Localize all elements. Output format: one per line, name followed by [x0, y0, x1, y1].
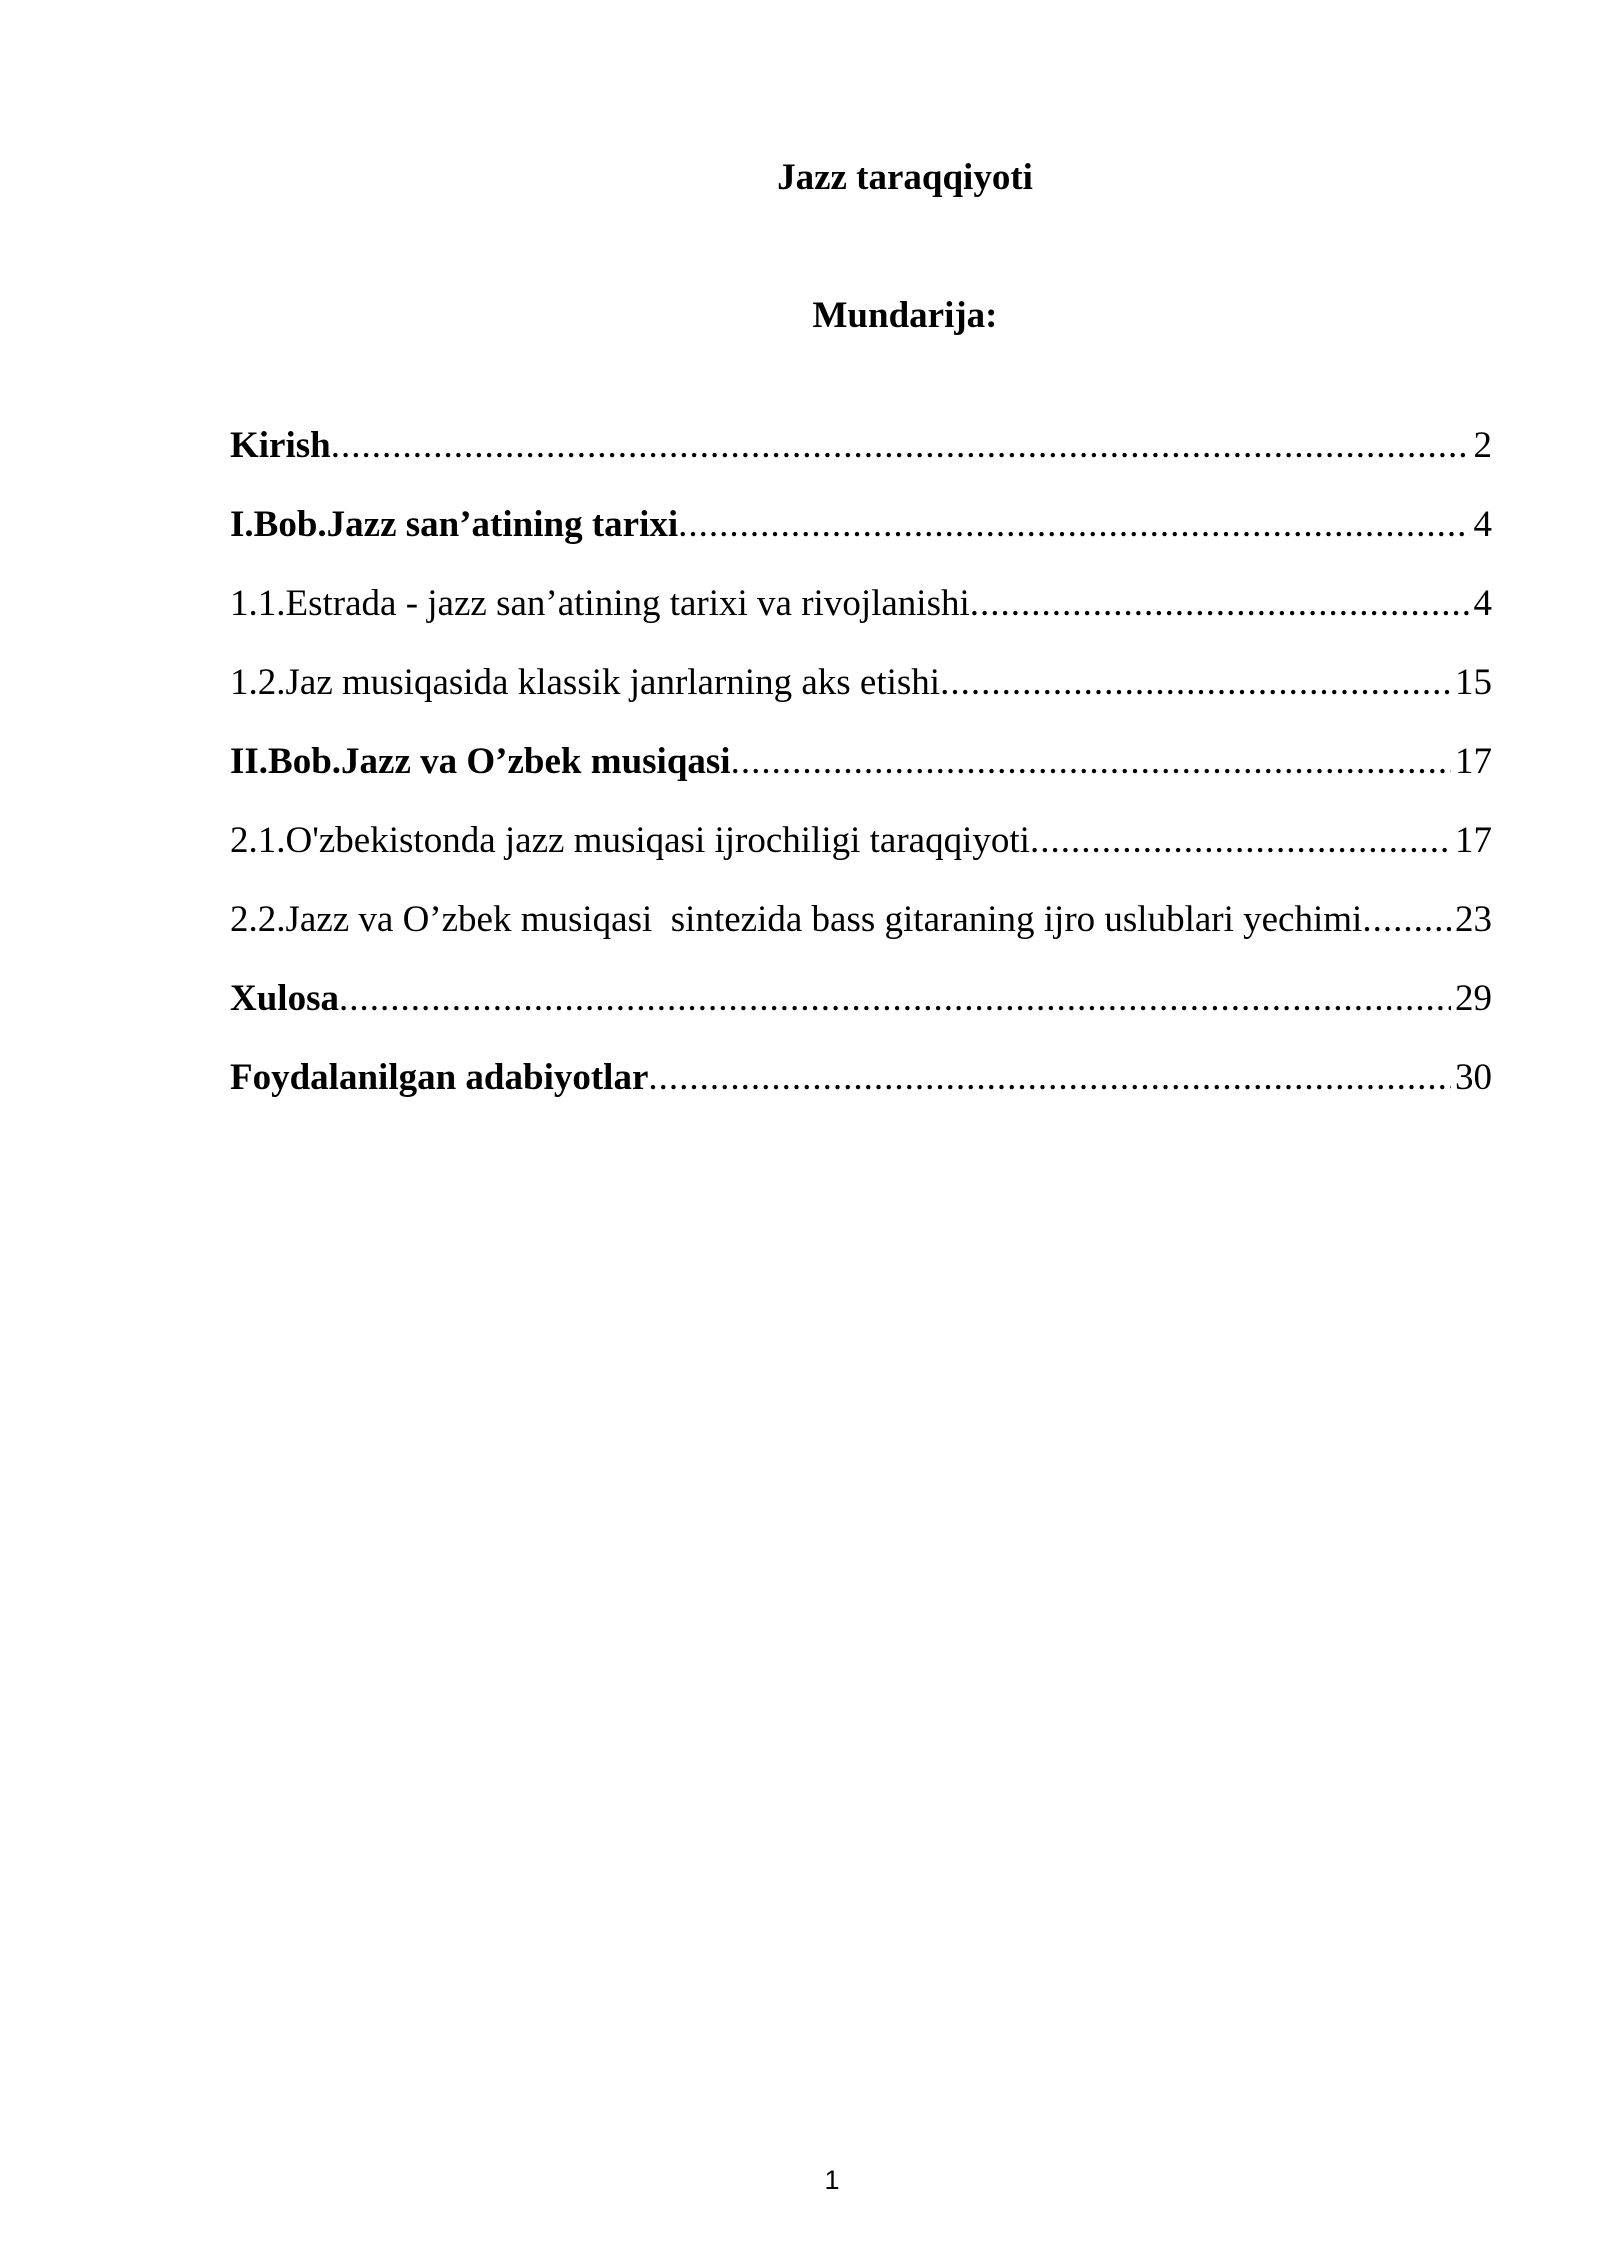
toc-entry-label: Xulosa [230, 978, 339, 1019]
toc-dot-leader [1030, 813, 1451, 869]
toc-entry-section-1-1[interactable] [230, 576, 1492, 655]
toc-entry-section-2-2[interactable] [230, 892, 1492, 971]
toc-entry-page: 17 [1455, 820, 1492, 861]
toc-entry-page: 4 [1473, 583, 1492, 624]
toc-entry-label: 2.1.O'zbekistonda jazz musiqasi ijrochiligi taraqqiyoti [230, 820, 1030, 861]
toc-entry-chapter-1[interactable] [230, 497, 1492, 576]
toc-dot-leader [339, 971, 1451, 1027]
toc-entry-page: 29 [1455, 978, 1492, 1019]
toc-entry-page: 4 [1473, 504, 1492, 545]
toc-entry-label: 1.1.Estrada - jazz san’atining tarixi va rivojlanishi [230, 583, 970, 624]
toc-dot-leader [678, 497, 1469, 553]
toc-entry-page: 15 [1455, 662, 1492, 703]
document-title: Jazz taraqqiyoti [777, 157, 1033, 198]
toc-entry-label: Foydalanilgan adabiyotlar [230, 1057, 649, 1098]
toc-entry-label: 2.2.Jazz va O’zbek musiqasi sintezida bass gitaraning ijro uslublari yechimi [230, 899, 1363, 940]
table-of-contents [230, 418, 1492, 1129]
toc-entry-page: 23 [1455, 899, 1492, 940]
toc-entry-section-1-2[interactable] [230, 655, 1492, 734]
toc-entry-label: I.Bob.Jazz san’atining tarixi [230, 504, 679, 545]
toc-heading: Mundarija: [812, 295, 998, 336]
toc-dot-leader [970, 576, 1470, 632]
toc-dot-leader [940, 655, 1451, 711]
toc-dot-leader [331, 418, 1470, 474]
toc-entry-adabiyotlar[interactable] [230, 1050, 1492, 1129]
toc-entry-kirish[interactable] [230, 418, 1492, 497]
toc-dot-leader [731, 734, 1451, 790]
toc-entry-chapter-2[interactable] [230, 734, 1492, 813]
toc-entry-page: 17 [1455, 741, 1492, 782]
page-number: 1 [824, 2165, 840, 2195]
toc-entry-page: 2 [1473, 425, 1492, 466]
toc-entry-label: Kirish [230, 425, 331, 466]
toc-entry-label: II.Bob.Jazz va O’zbek musiqasi [230, 741, 731, 782]
toc-entry-xulosa[interactable] [230, 971, 1492, 1050]
toc-entry-section-2-1[interactable] [230, 813, 1492, 892]
toc-dot-leader [648, 1050, 1451, 1106]
toc-dot-leader [1362, 892, 1451, 948]
toc-entry-page: 30 [1455, 1057, 1492, 1098]
toc-entry-label: 1.2.Jaz musiqasida klassik janrlarning aks etishi [230, 662, 941, 703]
